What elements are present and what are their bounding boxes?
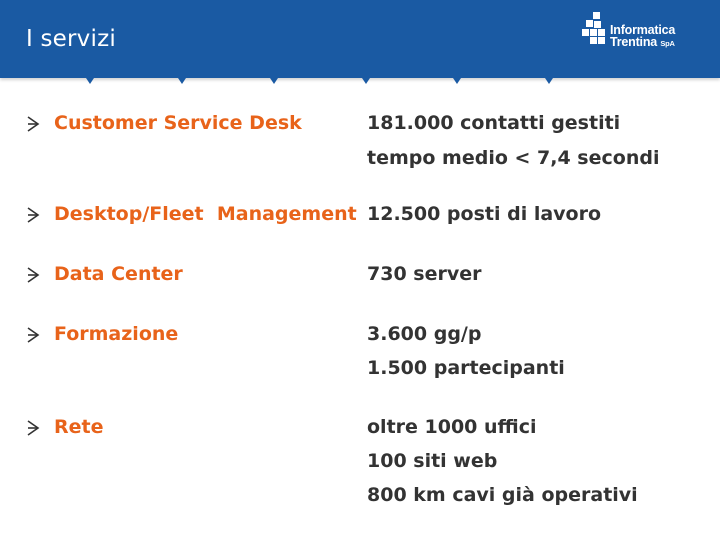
service-value: oltre 1000 uffici	[367, 416, 537, 438]
arrow-bullet-icon	[26, 267, 40, 283]
service-value: 181.000 contatti gestiti	[367, 112, 621, 134]
list-item	[0, 412, 720, 506]
logo-line-1: Informatica	[610, 23, 676, 37]
list-item	[0, 259, 720, 293]
arrow-bullet-icon	[26, 116, 40, 132]
service-value: 1.500 partecipanti	[367, 357, 565, 379]
service-value: 800 km cavi già operativi	[367, 484, 638, 506]
arrow-bullet-icon	[26, 207, 40, 223]
service-value: tempo medio < 7,4 secondi	[367, 147, 660, 169]
service-label: Data Center	[54, 263, 183, 285]
list-item	[0, 199, 720, 233]
service-label: Formazione	[54, 323, 179, 345]
service-label: Rete	[54, 416, 104, 438]
arrow-bullet-icon	[26, 420, 40, 436]
service-value: 12.500 posti di lavoro	[367, 203, 602, 225]
logo-line-2: Trentina	[610, 35, 658, 49]
service-label: Desktop/Fleet Management	[54, 203, 357, 225]
service-label: Customer Service Desk	[54, 112, 302, 134]
list-item	[0, 108, 720, 169]
service-value: 730 server	[367, 263, 482, 285]
service-value: 3.600 gg/p	[367, 323, 482, 345]
arrow-bullet-icon	[26, 327, 40, 343]
service-value: 100 siti web	[367, 450, 498, 472]
logo-suffix: SpA	[660, 39, 675, 48]
page-title: I servizi	[26, 26, 116, 52]
list-item	[0, 319, 720, 379]
